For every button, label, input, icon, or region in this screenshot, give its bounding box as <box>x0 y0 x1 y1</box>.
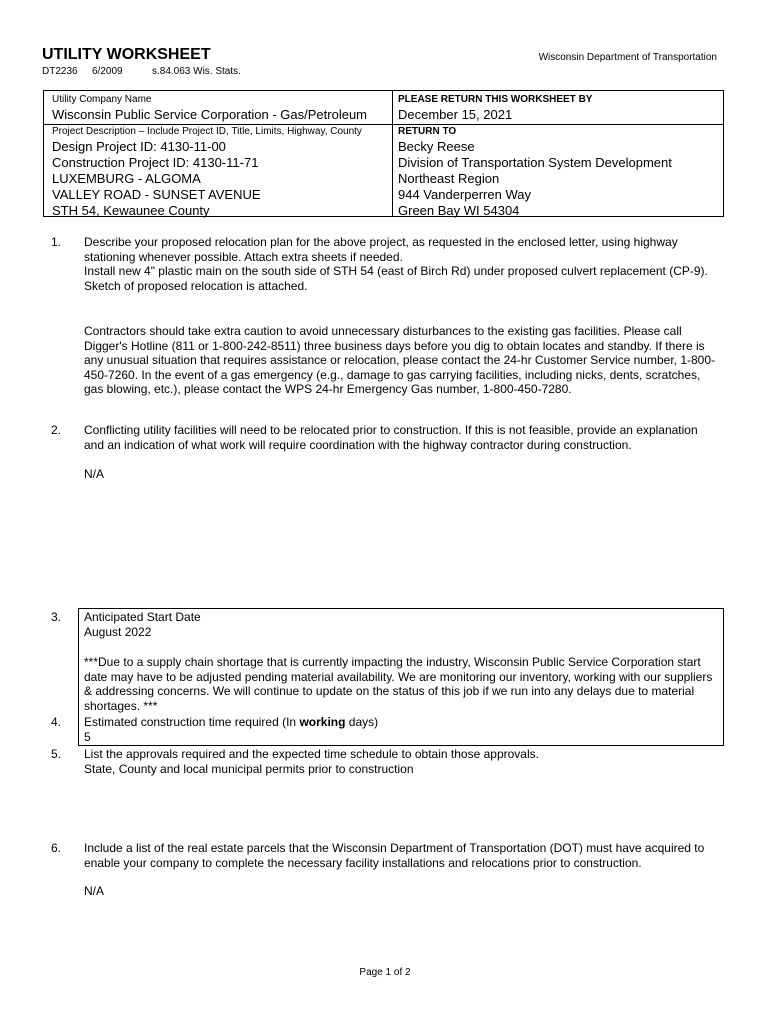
project-line: Construction Project ID: 4130-11-71 <box>52 155 259 170</box>
item-5-question: List the approvals required and the expected time schedule to obtain those approvals. <box>84 747 539 761</box>
company-value: Wisconsin Public Service Corporation - Gas/Petroleum <box>52 107 368 122</box>
item-number: 5. <box>51 747 62 761</box>
item-number: 4. <box>51 715 62 729</box>
item-2-answer: N/A <box>84 467 105 481</box>
project-line: STH 54, Kewaunee County <box>52 203 210 218</box>
company-label: Utility Company Name <box>52 94 152 105</box>
agency-name: Wisconsin Department of Transportation <box>538 52 717 63</box>
item-number: 6. <box>51 841 62 855</box>
item-3-note: ***Due to a supply chain shortage that is currently impacting the industry, Wisconsin Public Service Corporation start date may have to be adjusted pending material availability. We are monitoring our inventory, working with our suppliers & addressing concerns. We will continue to update on the status of this job if we run into any delays due to material shortages. *** <box>84 655 713 713</box>
worksheet-title: UTILITY WORKSHEET <box>42 46 211 63</box>
statute-reference: s.84.063 Wis. Stats. <box>152 66 241 77</box>
project-line: Design Project ID: 4130-11-00 <box>52 139 226 154</box>
page-number: Page 1 of 2 <box>359 967 411 978</box>
item-4-question: Estimated construction time required (In working days) <box>84 715 379 729</box>
item-number: 2. <box>51 423 62 437</box>
form-date: 6/2009 <box>92 66 123 77</box>
project-line: LUXEMBURG - ALGOMA <box>52 171 201 186</box>
item-number: 3. <box>51 610 62 624</box>
item-1-note: Contractors should take extra caution to avoid unnecessary disturbances to the existing gas facilities. Please call Digger's Hotline (811 or 1-800-242-8511) three business days before you dig to obtain locates and standby. If there is any unusual situation that requires assistance or relocation, please contact the 24-hr Customer Service number, 1-800-450-7260. In the event of a gas emergency (e.g., damage to gas carrying facilities, including nicks, dents, scratches, gas blowing, etc.), please contact the WPS 24-hr Emergency Gas number, 1-800-450-7280. <box>84 324 716 397</box>
return-to-line: Division of Transportation System Development <box>398 155 672 170</box>
return-to-line: Becky Reese <box>398 139 475 154</box>
item-3-question: Anticipated Start Date <box>84 610 201 624</box>
item-3-answer: August 2022 <box>84 625 152 639</box>
return-by-date: December 15, 2021 <box>398 107 513 122</box>
return-to-line: 944 Vanderperren Way <box>398 187 531 202</box>
item-1-question: Describe your proposed relocation plan for the above project, as requested in the enclosed letter, using highway stationing whenever possible. Attach extra sheets if needed. <box>84 235 678 264</box>
item-6-answer: N/A <box>84 884 105 898</box>
item-4-answer: 5 <box>84 730 91 744</box>
item-number: 1. <box>51 235 62 249</box>
item-1-answer: Install new 4" plastic main on the south side of STH 54 (east of Birch Rd) under proposed culvert replacement (CP-9). Sketch of proposed relocation is attached. <box>84 264 708 293</box>
item-6-question: Include a list of the real estate parcels that the Wisconsin Department of Transportation (DOT) must have acquired to enable your company to complete the necessary facility installations and relocations prior to construction. <box>84 841 705 870</box>
info-box-divider <box>392 90 393 217</box>
form-number: DT2236 <box>42 66 78 77</box>
info-box-row-divider <box>43 124 724 125</box>
return-to-line: Northeast Region <box>398 171 500 186</box>
return-by-label: PLEASE RETURN THIS WORKSHEET BY <box>398 94 593 105</box>
return-to-label: RETURN TO <box>398 126 457 137</box>
project-line: VALLEY ROAD - SUNSET AVENUE <box>52 187 261 202</box>
item-2-question: Conflicting utility facilities will need to be relocated prior to construction. If this is not feasible, provide an explanation and an indication of what work will require coordination with the highway contractor during construction. <box>84 423 698 452</box>
item-5-answer: State, County and local municipal permits prior to construction <box>84 762 414 776</box>
return-to-line: Green Bay WI 54304 <box>398 203 520 218</box>
project-description-label: Project Description – Include Project ID, Title, Limits, Highway, County <box>52 126 362 137</box>
